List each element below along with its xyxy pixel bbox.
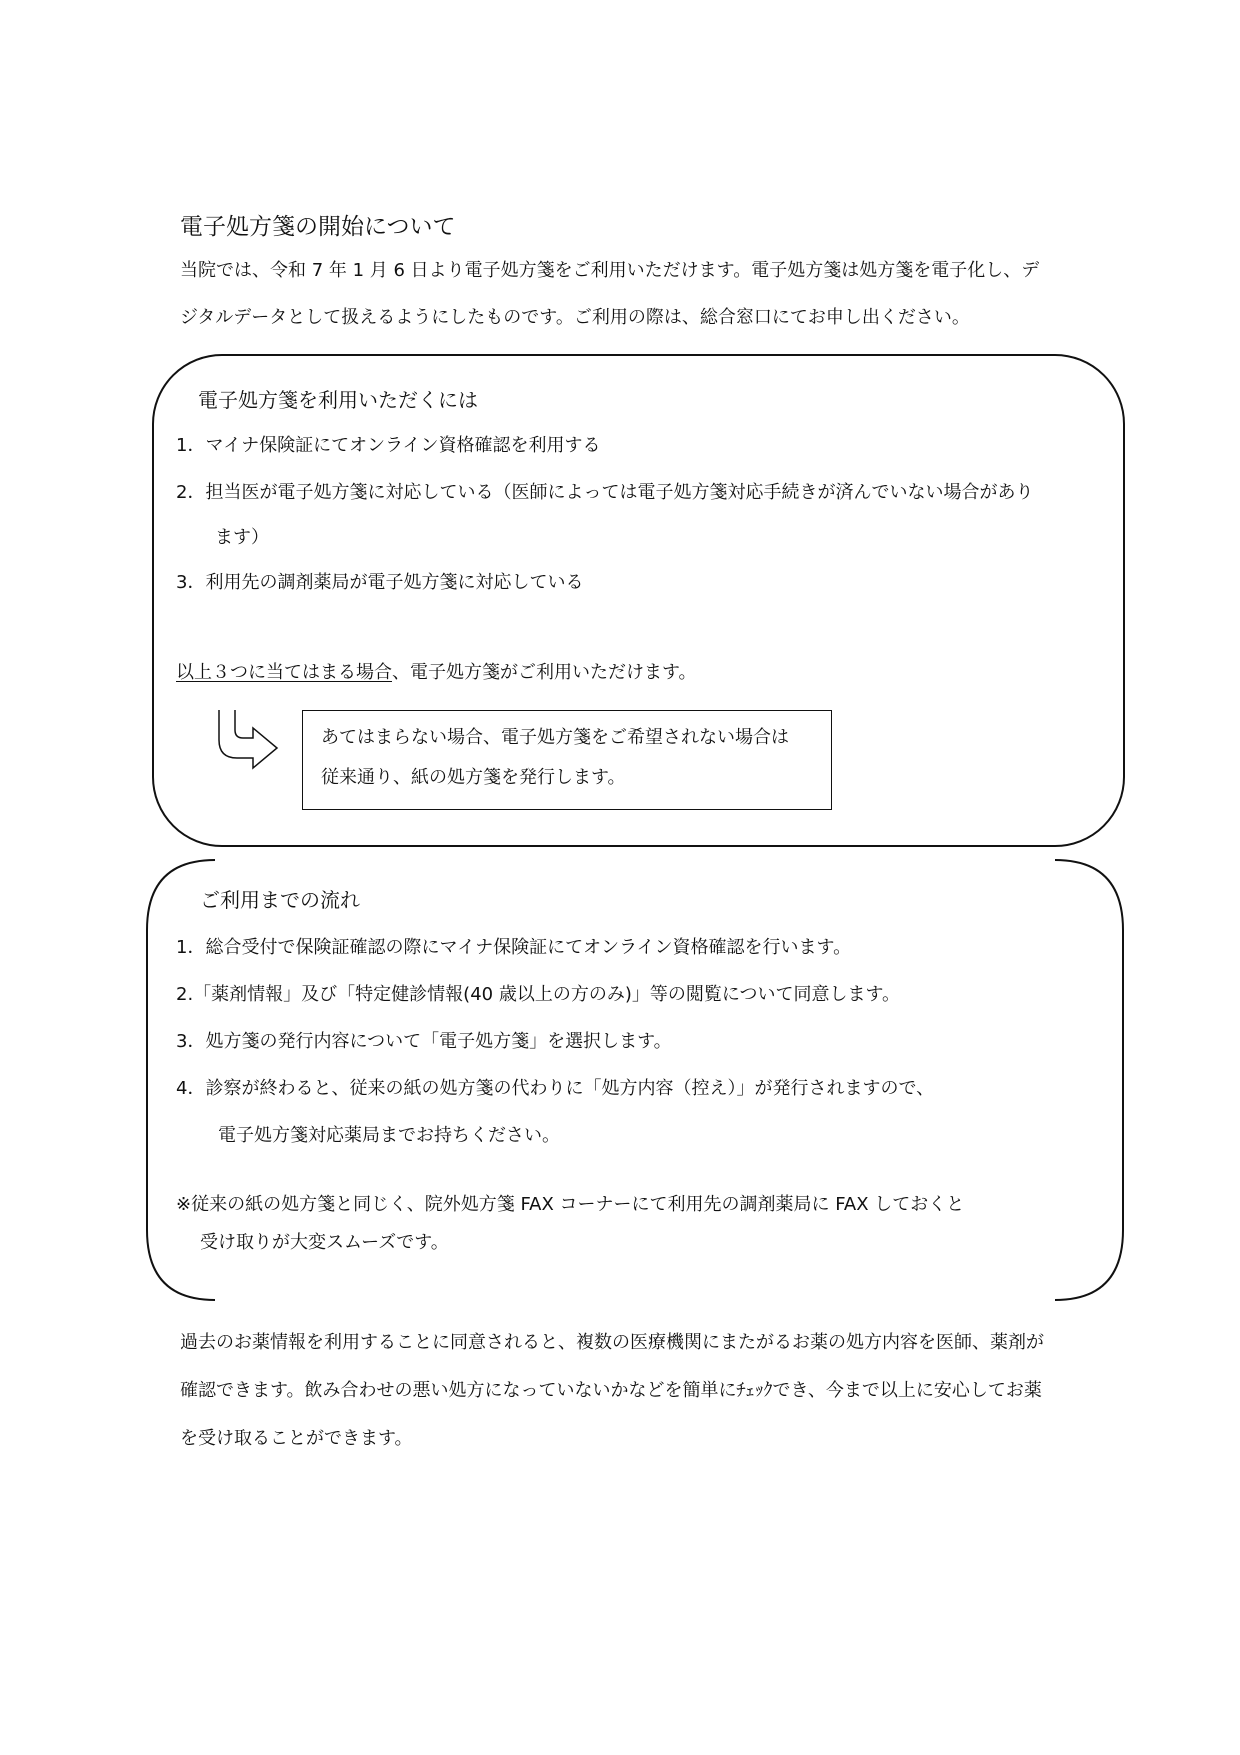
flow-item: 3．処方箋の発行内容について「電子処方箋」を選択します。 xyxy=(176,1031,672,1052)
closing-line-2: 確認できます。飲み合わせの悪い処方になっていないかなどを簡単にﾁｪｯｸでき、今まで以上に安心してお薬 xyxy=(180,1380,1042,1401)
fallback-note-box xyxy=(302,710,832,810)
closing-line-1: 過去のお薬情報を利用することに同意されると、複数の医療機関にまたがるお薬の処方内容を医師、薬剤が xyxy=(180,1332,1044,1353)
requirements-conclusion xyxy=(176,660,697,686)
requirements-heading: 電子処方箋を利用いただくには xyxy=(198,388,478,412)
page-title: 電子処方箋の開始について xyxy=(180,214,456,240)
flow-note-line-1: ※従来の紙の処方箋と同じく、院外処方箋 FAX コーナーにて利用先の調剤薬局に FAX しておくと xyxy=(176,1194,965,1215)
requirement-item: 3．利用先の調剤薬局が電子処方箋に対応している xyxy=(176,572,584,593)
conclusion-underlined: 以上３つに当てはまる場合 xyxy=(176,662,392,683)
flow-item-continued: 電子処方箋対応薬局までお持ちください。 xyxy=(218,1125,560,1146)
fallback-note-line-2: 従来通り、紙の処方箋を発行します。 xyxy=(321,767,626,788)
fallback-note-line-1: あてはまらない場合、電子処方箋をご希望されない場合は xyxy=(321,727,789,748)
conclusion-rest: 、電子処方箋がご利用いただけます。 xyxy=(392,662,697,683)
intro-line-2: ジタルデータとして扱えるようにしたものです。ご利用の際は、総合窓口にてお申し出ください。 xyxy=(180,307,970,328)
requirement-item: 2．担当医が電子処方箋に対応している（医師によっては電子処方箋対応手続きが済んでいない場合があり xyxy=(176,482,1034,503)
closing-line-3: を受け取ることができます。 xyxy=(180,1428,413,1449)
turn-right-arrow-icon xyxy=(215,710,285,770)
flow-note-line-2: 受け取りが大変スムーズです。 xyxy=(200,1232,449,1253)
flow-item: 4．診察が終わると、従来の紙の処方箋の代わりに「処方内容（控え）」が発行されますので、 xyxy=(176,1078,935,1099)
intro-line-1: 当院では、令和 7 年 1 月 6 日より電子処方箋をご利用いただけます。電子処方箋は処方箋を電子化し、デ xyxy=(180,260,1040,281)
flow-item: 2.「薬剤情報」及び「特定健診情報(40 歳以上の方のみ)」等の閲覧について同意します。 xyxy=(176,984,901,1005)
requirement-item: 1．マイナ保険証にてオンライン資格確認を利用する xyxy=(176,435,601,456)
flow-item: 1．総合受付で保険証確認の際にマイナ保険証にてオンライン資格確認を行います。 xyxy=(176,937,852,958)
requirement-item-continued: ます） xyxy=(215,527,269,548)
flow-heading: ご利用までの流れ xyxy=(200,888,360,912)
